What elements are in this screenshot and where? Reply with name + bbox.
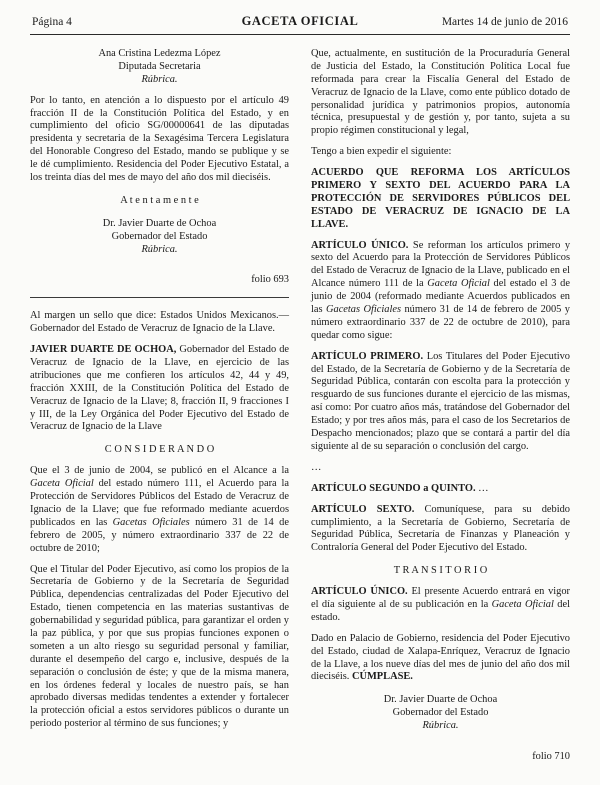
text-run: folio 693 (251, 274, 289, 286)
text-run: Comuníquese, para su debido cumplimiento, a la Secretaría de Gobierno, Secretaría de Seguridad Pública, Secretaría de Finanzas y Planeación y Contraloría General del Poder Ejecutivo del Estado. (311, 503, 570, 554)
text-run: A t e n t a m e n t e (120, 194, 199, 206)
text-run: Rúbrica. (422, 720, 459, 732)
section-heading (311, 167, 570, 231)
paragraph (30, 465, 289, 555)
section-heading (30, 444, 289, 457)
text-run: … (475, 482, 489, 494)
text-run: Tengo a bien expedir el siguiente: (311, 146, 452, 158)
paragraph (30, 344, 289, 434)
text-run: El presente Acuerdo entrará en vigor el día siguiente al de su publicación en la (311, 586, 570, 610)
paragraph (311, 504, 570, 556)
page-header (30, 14, 570, 34)
signature-block (311, 694, 570, 733)
header-divider (30, 34, 570, 35)
paragraph (311, 483, 570, 496)
text-run: CÚMPLASE. (351, 671, 413, 683)
text-run: ARTÍCULO ÚNICO. (311, 586, 408, 598)
text-run: número 31 de 14 de febrero de 2005, y número extraordinario 337 de 22 de octubre de 2010; (30, 516, 289, 554)
text-run: ARTÍCULO SEGUNDO a QUINTO. (311, 482, 476, 494)
text-run: del estado número 111, el Acuerdo para la Protección de Servidores Públicos del Estado de Veracruz de Ignacio de la Llave; que fue reformado mediante acuerdos publicados en las (30, 478, 289, 528)
section-heading (311, 565, 570, 578)
paragraph (30, 95, 289, 185)
text-run: Al margen un sello que dice: Estados Unidos Mexicanos.— Gobernador del Estado de Veracruz de Ignacio de la Llave. (30, 310, 289, 335)
text-run: Gobernador del Estado (392, 707, 489, 719)
text-run: T R A N S I T O R I O (393, 565, 488, 577)
paragraph (311, 586, 570, 625)
paragraph (311, 48, 570, 138)
folio (311, 751, 570, 764)
text-run: Dr. Javier Duarte de Ochoa (383, 694, 498, 706)
right-column (311, 48, 570, 772)
page-number: Página 4 (32, 16, 72, 28)
signature-block (30, 218, 289, 257)
document-body (30, 48, 570, 772)
text-run: Gaceta Oficial (30, 478, 94, 490)
text-run: Por lo tanto, en atención a lo dispuesto por el artículo 49 fracción II de la Constitución Política del Estado, y en cumplimiento del oficio SG/00000641 de las diputadas presidenta y secretaria de la Sexagésima Tercera Legislatura del Honorable Congreso del Estado, mando se publique y se le dé cumplimiento. Residencia del Poder Ejecutivo Estatal, a los treinta días del mes de mayo del año dos mil dieciséis. (30, 94, 289, 184)
text-run: … (311, 461, 322, 473)
text-run: Gobernador del Estado de Veracruz de Ignacio de la Llave, en ejercicio de las atribuciones que me confieren los artículos 42, 44 y 49, fracción XXIII, de la Constitución Política del Estado de Veracruz de Ignacio de la Llave; 8, fracción II, 9 fracciones I y III, de la Ley Orgánica del Poder Ejecutivo del Estado de Veracruz de Ignacio de la Llave (30, 344, 290, 433)
paragraph (311, 633, 570, 685)
text-run: ARTÍCULO PRIMERO. (311, 350, 424, 362)
text-run: Gobernador del Estado (111, 230, 208, 242)
page-date: Martes 14 de junio de 2016 (441, 16, 568, 28)
text-run: número 31 de 14 de febrero de 2005 y número extraordinario 337 de 22 de octubre de 2010), para quedar como sigue: (311, 304, 570, 341)
left-column (30, 48, 289, 772)
text-run: del estado el 3 de junio de 2004 (reformado mediante Acuerdos publicados en las (311, 278, 570, 316)
text-run: Que el 3 de junio de 2004, se publicó en el Alcance a la (30, 465, 289, 477)
paragraph (311, 240, 570, 343)
text-run: Ana Cristina Ledezma López (98, 48, 221, 59)
text-run: Gacetas Oficiales (112, 516, 190, 528)
gazette-title: GACETA OFICIAL (241, 14, 359, 28)
paragraph (30, 564, 289, 732)
text-run: Gaceta Oficial (491, 598, 554, 610)
text-run: JAVIER DUARTE DE OCHOA, (30, 344, 180, 356)
text-run: Dr. Javier Duarte de Ochoa (102, 217, 217, 229)
text-run: del estado. (311, 598, 570, 623)
text-run: C O N S I D E R A N D O (104, 444, 215, 456)
text-run: Que el Titular del Poder Ejecutivo, así como los propios de la Secretaría de Gobierno y de la Secretaría de Seguridad Pública, dependencias centralizadas del Poder Ejecutivo del Estado, tienen competencia en las materias sustantivas de gobernabilidad y seguridad pública, para garantizar el orden y la paz pública, y por que sus propias funciones exponen o someten a un alto riesgo su seguridad personal y familiar, durante el desempeño del cargo e, inclusive, después de la separación o conclusión de éste; y que de la misma manera, en los órdenes federal y locales de nuestro país, se han aprobado diversas medidas tendentes a extender y fortalecer la protección oficial a estos servidores públicos o durante un periodo posterior al término de sus funciones; y (30, 563, 289, 730)
text-run: Diputada Secretaria (118, 60, 201, 72)
salutation (30, 195, 289, 208)
text-run: Que, actualmente, en sustitución de la Procuraduría General de Justicia del Estado, la Constitución Política Local fue reformada para crear la Fiscalía General del Estado de Veracruz de Ignacio de la Llave, como ente público dotado de personalidad jurídica y patrimonios propios, autonomía técnica, presupuestal y de gestión y, por tanto, sujeta a su propio régimen constitucional y legal, (311, 48, 570, 137)
signature-block (30, 48, 289, 87)
divider (30, 297, 289, 298)
text-run: ARTÍCULO SEXTO. (311, 503, 415, 515)
text-run: folio 710 (532, 750, 570, 762)
text-run: Los Titulares del Poder Ejecutivo del Estado, de la Secretaría de Gobierno y de la Secretaría de Seguridad Pública, contarán con escolta para la protección y resguardo de sus funciones durante el ejercicio de las mismas, así como: Por cuatro años más, tratándose del Gobernador del Estado; y por tres años más, para el caso de los Secretarios de Despacho mencionados; plazo que se contará a partir del día siguiente al de su separación o conclusión del cargo. (311, 350, 570, 452)
paragraph (311, 351, 570, 454)
ellipsis (311, 462, 570, 475)
text-run: Rúbrica. (141, 243, 178, 255)
text-run: Dado en Palacio de Gobierno, residencia del Poder Ejecutivo del Estado, ciudad de Xalapa-Enríquez, Veracruz de Ignacio de la Llave, a los nueve días del mes de junio del año dos mil dieciséis. (311, 632, 570, 683)
text-run: Se reforman los artículos primero y sexto del Acuerdo para la Protección de Servidores Públicos del Estado de Veracruz de Ignacio de la Llave, publicado en el Alcance número 111 de la (311, 239, 571, 290)
text-run: Gaceta Oficial (427, 278, 490, 290)
text-run: Rúbrica. (141, 73, 178, 85)
folio (30, 274, 289, 287)
paragraph (311, 146, 570, 159)
paragraph (30, 310, 289, 336)
text-run: ARTÍCULO ÚNICO. (311, 239, 409, 251)
text-run: ACUERDO QUE REFORMA LOS ARTÍCULOS PRIMERO Y SEXTO DEL ACUERDO PARA LA PROTECCIÓN DE SERVIDORES PÚBLICOS DEL ESTADO DE VERACRUZ DE IGNACIO DE LA LLAVE. (311, 167, 570, 230)
text-run: Gacetas Oficiales (326, 304, 402, 316)
